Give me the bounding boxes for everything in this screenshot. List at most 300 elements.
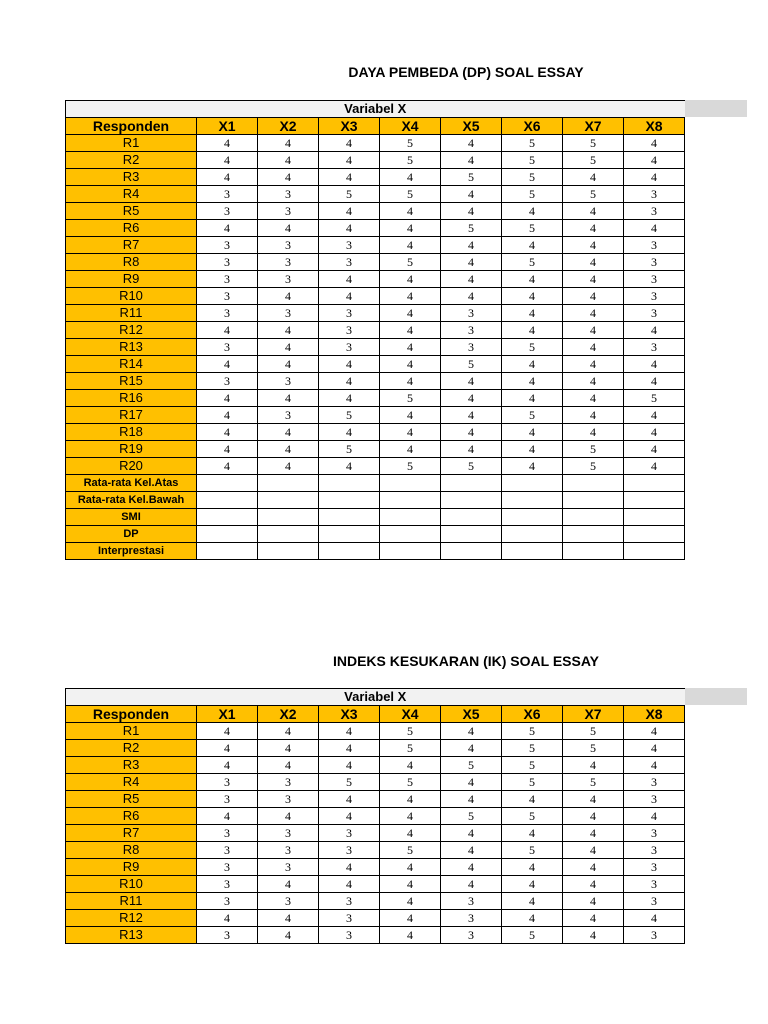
score-cell[interactable]: 4	[441, 407, 502, 424]
score-cell[interactable]: 3	[441, 322, 502, 339]
score-cell[interactable]: 3	[197, 927, 258, 944]
empty-cell[interactable]	[380, 509, 441, 526]
respondent-cell[interactable]: R8	[66, 842, 197, 859]
score-cell[interactable]: 4	[563, 373, 624, 390]
score-cell[interactable]: 5	[502, 135, 563, 152]
score-cell[interactable]: 4	[319, 271, 380, 288]
score-cell[interactable]: 4	[319, 373, 380, 390]
score-cell[interactable]: 3	[258, 254, 319, 271]
score-cell[interactable]: 4	[380, 407, 441, 424]
score-cell[interactable]: 4	[319, 740, 380, 757]
empty-cell[interactable]	[502, 475, 563, 492]
column-header-x2[interactable]: X2	[258, 706, 319, 723]
score-cell[interactable]: 3	[258, 407, 319, 424]
score-cell[interactable]: 5	[380, 740, 441, 757]
column-header-x4[interactable]: X4	[380, 118, 441, 135]
respondent-cell[interactable]: R10	[66, 876, 197, 893]
respondent-cell[interactable]: R4	[66, 774, 197, 791]
respondent-cell[interactable]: R18	[66, 424, 197, 441]
score-cell[interactable]: 4	[258, 169, 319, 186]
score-cell[interactable]: 4	[441, 859, 502, 876]
score-cell[interactable]: 5	[441, 169, 502, 186]
score-cell[interactable]: 5	[380, 186, 441, 203]
column-header-x3[interactable]: X3	[319, 706, 380, 723]
score-cell[interactable]: 5	[563, 774, 624, 791]
score-cell[interactable]: 5	[380, 135, 441, 152]
respondent-cell[interactable]: R6	[66, 808, 197, 825]
empty-cell[interactable]	[319, 526, 380, 543]
respondent-cell[interactable]: R8	[66, 254, 197, 271]
score-cell[interactable]: 3	[197, 237, 258, 254]
score-cell[interactable]: 3	[319, 927, 380, 944]
empty-cell[interactable]	[441, 492, 502, 509]
score-cell[interactable]: 5	[563, 186, 624, 203]
empty-cell[interactable]	[563, 526, 624, 543]
empty-cell[interactable]	[563, 543, 624, 560]
empty-cell[interactable]	[319, 492, 380, 509]
score-cell[interactable]: 4	[441, 203, 502, 220]
score-cell[interactable]: 3	[258, 791, 319, 808]
score-cell[interactable]: 4	[441, 373, 502, 390]
score-cell[interactable]: 3	[319, 322, 380, 339]
score-cell[interactable]: 4	[197, 390, 258, 407]
score-cell[interactable]: 4	[563, 927, 624, 944]
score-cell[interactable]: 4	[441, 424, 502, 441]
score-cell[interactable]: 4	[563, 825, 624, 842]
score-cell[interactable]: 3	[319, 305, 380, 322]
score-cell[interactable]: 4	[319, 169, 380, 186]
score-cell[interactable]: 3	[197, 186, 258, 203]
score-cell[interactable]: 4	[502, 305, 563, 322]
score-cell[interactable]: 3	[258, 186, 319, 203]
score-cell[interactable]: 5	[502, 407, 563, 424]
score-cell[interactable]: 5	[502, 927, 563, 944]
score-cell[interactable]: 4	[563, 859, 624, 876]
score-cell[interactable]: 4	[624, 135, 685, 152]
respondent-cell[interactable]: R12	[66, 910, 197, 927]
score-cell[interactable]: 3	[258, 271, 319, 288]
score-cell[interactable]: 3	[258, 237, 319, 254]
score-cell[interactable]: 3	[258, 825, 319, 842]
score-cell[interactable]: 4	[563, 356, 624, 373]
respondent-cell[interactable]: R4	[66, 186, 197, 203]
empty-cell[interactable]	[624, 492, 685, 509]
score-cell[interactable]: 4	[258, 876, 319, 893]
empty-cell[interactable]	[441, 526, 502, 543]
score-cell[interactable]: 4	[197, 424, 258, 441]
score-cell[interactable]: 4	[563, 842, 624, 859]
score-cell[interactable]: 4	[319, 135, 380, 152]
score-cell[interactable]: 4	[258, 152, 319, 169]
respondent-cell[interactable]: R14	[66, 356, 197, 373]
score-cell[interactable]: 4	[441, 390, 502, 407]
score-cell[interactable]: 4	[502, 791, 563, 808]
score-cell[interactable]: 3	[319, 842, 380, 859]
score-cell[interactable]: 3	[319, 254, 380, 271]
score-cell[interactable]: 4	[563, 322, 624, 339]
score-cell[interactable]: 3	[197, 791, 258, 808]
score-cell[interactable]: 4	[624, 910, 685, 927]
score-cell[interactable]: 4	[258, 441, 319, 458]
respondent-cell[interactable]: R6	[66, 220, 197, 237]
score-cell[interactable]: 4	[319, 723, 380, 740]
score-cell[interactable]: 4	[502, 825, 563, 842]
score-cell[interactable]: 3	[319, 893, 380, 910]
score-cell[interactable]: 4	[380, 424, 441, 441]
score-cell[interactable]: 4	[502, 458, 563, 475]
empty-cell[interactable]	[258, 492, 319, 509]
respondent-cell[interactable]: R19	[66, 441, 197, 458]
summary-label-cell[interactable]: Rata-rata Kel.Bawah	[66, 492, 197, 509]
score-cell[interactable]: 4	[563, 876, 624, 893]
score-cell[interactable]: 4	[319, 288, 380, 305]
score-cell[interactable]: 4	[258, 424, 319, 441]
score-cell[interactable]: 3	[624, 203, 685, 220]
score-cell[interactable]: 4	[380, 271, 441, 288]
column-header-x4[interactable]: X4	[380, 706, 441, 723]
respondent-cell[interactable]: R20	[66, 458, 197, 475]
score-cell[interactable]: 4	[563, 390, 624, 407]
score-cell[interactable]: 5	[624, 390, 685, 407]
score-cell[interactable]: 5	[502, 723, 563, 740]
empty-cell[interactable]	[563, 475, 624, 492]
column-header-responden[interactable]: Responden	[66, 118, 197, 135]
respondent-cell[interactable]: R1	[66, 723, 197, 740]
empty-cell[interactable]	[502, 526, 563, 543]
score-cell[interactable]: 5	[380, 774, 441, 791]
score-cell[interactable]: 4	[197, 757, 258, 774]
score-cell[interactable]: 4	[258, 458, 319, 475]
score-cell[interactable]: 3	[197, 373, 258, 390]
score-cell[interactable]: 3	[624, 893, 685, 910]
respondent-cell[interactable]: R5	[66, 791, 197, 808]
score-cell[interactable]: 4	[502, 441, 563, 458]
score-cell[interactable]: 5	[502, 186, 563, 203]
score-cell[interactable]: 3	[197, 339, 258, 356]
score-cell[interactable]: 3	[319, 825, 380, 842]
score-cell[interactable]: 4	[319, 356, 380, 373]
score-cell[interactable]: 4	[502, 910, 563, 927]
score-cell[interactable]: 4	[380, 305, 441, 322]
score-cell[interactable]: 4	[563, 305, 624, 322]
score-cell[interactable]: 3	[624, 876, 685, 893]
score-cell[interactable]: 4	[624, 441, 685, 458]
score-cell[interactable]: 4	[441, 254, 502, 271]
score-cell[interactable]: 3	[624, 288, 685, 305]
score-cell[interactable]: 4	[624, 808, 685, 825]
score-cell[interactable]: 5	[380, 390, 441, 407]
column-header-x8[interactable]: X8	[624, 706, 685, 723]
score-cell[interactable]: 4	[441, 740, 502, 757]
empty-cell[interactable]	[319, 543, 380, 560]
score-cell[interactable]: 4	[258, 339, 319, 356]
empty-cell[interactable]	[563, 509, 624, 526]
score-cell[interactable]: 4	[258, 356, 319, 373]
empty-cell[interactable]	[258, 475, 319, 492]
score-cell[interactable]: 5	[319, 186, 380, 203]
score-cell[interactable]: 4	[258, 910, 319, 927]
score-cell[interactable]: 3	[624, 791, 685, 808]
score-cell[interactable]: 3	[624, 774, 685, 791]
score-cell[interactable]: 3	[624, 927, 685, 944]
score-cell[interactable]: 4	[380, 203, 441, 220]
respondent-cell[interactable]: R17	[66, 407, 197, 424]
respondent-cell[interactable]: R15	[66, 373, 197, 390]
score-cell[interactable]: 4	[258, 757, 319, 774]
score-cell[interactable]: 5	[502, 808, 563, 825]
respondent-cell[interactable]: R9	[66, 271, 197, 288]
score-cell[interactable]: 4	[502, 390, 563, 407]
score-cell[interactable]: 4	[624, 322, 685, 339]
empty-cell[interactable]	[624, 475, 685, 492]
score-cell[interactable]: 3	[258, 893, 319, 910]
score-cell[interactable]: 3	[624, 842, 685, 859]
respondent-cell[interactable]: R10	[66, 288, 197, 305]
score-cell[interactable]: 3	[441, 339, 502, 356]
score-cell[interactable]: 3	[319, 910, 380, 927]
score-cell[interactable]: 4	[502, 876, 563, 893]
score-cell[interactable]: 4	[563, 424, 624, 441]
score-cell[interactable]: 4	[441, 271, 502, 288]
empty-cell[interactable]	[563, 492, 624, 509]
score-cell[interactable]: 5	[563, 740, 624, 757]
score-cell[interactable]: 4	[624, 458, 685, 475]
score-cell[interactable]: 4	[319, 791, 380, 808]
score-cell[interactable]: 4	[319, 424, 380, 441]
empty-cell[interactable]	[624, 509, 685, 526]
score-cell[interactable]: 4	[197, 322, 258, 339]
score-cell[interactable]: 4	[380, 169, 441, 186]
score-cell[interactable]: 4	[380, 791, 441, 808]
respondent-cell[interactable]: R11	[66, 305, 197, 322]
score-cell[interactable]: 3	[197, 842, 258, 859]
score-cell[interactable]: 4	[197, 356, 258, 373]
score-cell[interactable]: 3	[197, 859, 258, 876]
score-cell[interactable]: 3	[624, 859, 685, 876]
score-cell[interactable]: 4	[502, 373, 563, 390]
score-cell[interactable]: 4	[441, 774, 502, 791]
empty-cell[interactable]	[319, 509, 380, 526]
score-cell[interactable]: 4	[380, 808, 441, 825]
score-cell[interactable]: 5	[441, 808, 502, 825]
score-cell[interactable]: 4	[441, 186, 502, 203]
score-cell[interactable]: 5	[380, 152, 441, 169]
score-cell[interactable]: 5	[502, 220, 563, 237]
empty-cell[interactable]	[502, 492, 563, 509]
score-cell[interactable]: 4	[563, 407, 624, 424]
score-cell[interactable]: 4	[624, 723, 685, 740]
column-header-x1[interactable]: X1	[197, 706, 258, 723]
score-cell[interactable]: 4	[380, 373, 441, 390]
score-cell[interactable]: 3	[197, 305, 258, 322]
empty-cell[interactable]	[441, 543, 502, 560]
score-cell[interactable]: 4	[197, 220, 258, 237]
score-cell[interactable]: 4	[319, 152, 380, 169]
score-cell[interactable]: 4	[441, 723, 502, 740]
empty-cell[interactable]	[441, 509, 502, 526]
score-cell[interactable]: 4	[624, 152, 685, 169]
respondent-cell[interactable]: R2	[66, 740, 197, 757]
score-cell[interactable]: 5	[380, 254, 441, 271]
respondent-cell[interactable]: R3	[66, 169, 197, 186]
score-cell[interactable]: 3	[441, 927, 502, 944]
score-cell[interactable]: 5	[380, 723, 441, 740]
score-cell[interactable]: 4	[380, 356, 441, 373]
score-cell[interactable]: 4	[258, 390, 319, 407]
group-header-cell[interactable]: Variabel X	[66, 689, 685, 706]
respondent-cell[interactable]: R13	[66, 927, 197, 944]
score-cell[interactable]: 3	[624, 305, 685, 322]
score-cell[interactable]: 5	[441, 356, 502, 373]
score-cell[interactable]: 4	[563, 169, 624, 186]
score-cell[interactable]: 3	[197, 876, 258, 893]
score-cell[interactable]: 5	[502, 757, 563, 774]
score-cell[interactable]: 4	[563, 271, 624, 288]
score-cell[interactable]: 5	[502, 740, 563, 757]
score-cell[interactable]: 4	[380, 288, 441, 305]
score-cell[interactable]: 4	[563, 910, 624, 927]
column-header-x2[interactable]: X2	[258, 118, 319, 135]
score-cell[interactable]: 4	[563, 203, 624, 220]
score-cell[interactable]: 4	[258, 927, 319, 944]
score-cell[interactable]: 5	[380, 842, 441, 859]
score-cell[interactable]: 4	[380, 893, 441, 910]
score-cell[interactable]: 4	[380, 237, 441, 254]
column-header-x7[interactable]: X7	[563, 118, 624, 135]
score-cell[interactable]: 4	[441, 791, 502, 808]
respondent-cell[interactable]: R11	[66, 893, 197, 910]
score-cell[interactable]: 4	[441, 842, 502, 859]
score-cell[interactable]: 3	[441, 910, 502, 927]
score-cell[interactable]: 4	[258, 135, 319, 152]
score-cell[interactable]: 4	[258, 740, 319, 757]
score-cell[interactable]: 4	[380, 220, 441, 237]
column-header-x1[interactable]: X1	[197, 118, 258, 135]
score-cell[interactable]: 5	[502, 169, 563, 186]
score-cell[interactable]: 5	[563, 135, 624, 152]
score-cell[interactable]: 4	[563, 237, 624, 254]
score-cell[interactable]: 5	[563, 152, 624, 169]
score-cell[interactable]: 4	[380, 876, 441, 893]
score-cell[interactable]: 4	[502, 424, 563, 441]
score-cell[interactable]: 4	[624, 407, 685, 424]
score-cell[interactable]: 5	[319, 441, 380, 458]
score-cell[interactable]: 4	[380, 441, 441, 458]
score-cell[interactable]: 4	[380, 339, 441, 356]
empty-cell[interactable]	[502, 509, 563, 526]
score-cell[interactable]: 5	[441, 757, 502, 774]
score-cell[interactable]: 5	[502, 842, 563, 859]
score-cell[interactable]: 4	[563, 808, 624, 825]
score-cell[interactable]: 5	[502, 774, 563, 791]
empty-cell[interactable]	[624, 526, 685, 543]
score-cell[interactable]: 4	[197, 441, 258, 458]
score-cell[interactable]: 4	[624, 356, 685, 373]
respondent-cell[interactable]: R16	[66, 390, 197, 407]
score-cell[interactable]: 4	[258, 723, 319, 740]
score-cell[interactable]: 4	[563, 288, 624, 305]
score-cell[interactable]: 5	[563, 458, 624, 475]
respondent-cell[interactable]: R7	[66, 237, 197, 254]
score-cell[interactable]: 3	[624, 254, 685, 271]
score-cell[interactable]: 4	[502, 237, 563, 254]
score-cell[interactable]: 4	[197, 407, 258, 424]
score-cell[interactable]: 4	[319, 859, 380, 876]
score-cell[interactable]: 4	[380, 825, 441, 842]
score-cell[interactable]: 4	[380, 322, 441, 339]
score-cell[interactable]: 4	[563, 757, 624, 774]
score-cell[interactable]: 4	[624, 169, 685, 186]
score-cell[interactable]: 4	[502, 322, 563, 339]
score-cell[interactable]: 4	[197, 458, 258, 475]
score-cell[interactable]: 5	[502, 254, 563, 271]
score-cell[interactable]: 3	[258, 859, 319, 876]
score-cell[interactable]: 4	[258, 288, 319, 305]
summary-label-cell[interactable]: DP	[66, 526, 197, 543]
score-cell[interactable]: 4	[441, 288, 502, 305]
column-header-x7[interactable]: X7	[563, 706, 624, 723]
column-header-x3[interactable]: X3	[319, 118, 380, 135]
score-cell[interactable]: 4	[563, 791, 624, 808]
score-cell[interactable]: 3	[624, 237, 685, 254]
column-header-x5[interactable]: X5	[441, 706, 502, 723]
score-cell[interactable]: 3	[258, 305, 319, 322]
score-cell[interactable]: 4	[197, 910, 258, 927]
summary-label-cell[interactable]: Rata-rata Kel.Atas	[66, 475, 197, 492]
respondent-cell[interactable]: R3	[66, 757, 197, 774]
score-cell[interactable]: 3	[258, 203, 319, 220]
score-cell[interactable]: 4	[624, 220, 685, 237]
score-cell[interactable]: 3	[197, 254, 258, 271]
score-cell[interactable]: 4	[563, 893, 624, 910]
score-cell[interactable]: 3	[624, 825, 685, 842]
score-cell[interactable]: 4	[624, 740, 685, 757]
score-cell[interactable]: 5	[380, 458, 441, 475]
score-cell[interactable]: 5	[502, 152, 563, 169]
empty-cell[interactable]	[319, 475, 380, 492]
respondent-cell[interactable]: R13	[66, 339, 197, 356]
score-cell[interactable]: 4	[258, 220, 319, 237]
score-cell[interactable]: 4	[502, 203, 563, 220]
empty-cell[interactable]	[197, 543, 258, 560]
empty-cell[interactable]	[197, 475, 258, 492]
score-cell[interactable]: 3	[197, 203, 258, 220]
empty-cell[interactable]	[197, 492, 258, 509]
column-header-x6[interactable]: X6	[502, 706, 563, 723]
score-cell[interactable]: 5	[319, 774, 380, 791]
score-cell[interactable]: 4	[319, 458, 380, 475]
empty-cell[interactable]	[624, 543, 685, 560]
score-cell[interactable]: 4	[441, 876, 502, 893]
score-cell[interactable]: 3	[441, 893, 502, 910]
empty-cell[interactable]	[258, 526, 319, 543]
column-header-responden[interactable]: Responden	[66, 706, 197, 723]
score-cell[interactable]: 4	[563, 339, 624, 356]
empty-cell[interactable]	[502, 543, 563, 560]
score-cell[interactable]: 4	[441, 135, 502, 152]
score-cell[interactable]: 4	[441, 237, 502, 254]
score-cell[interactable]: 3	[319, 339, 380, 356]
score-cell[interactable]: 4	[197, 152, 258, 169]
score-cell[interactable]: 5	[441, 220, 502, 237]
score-cell[interactable]: 4	[502, 893, 563, 910]
score-cell[interactable]: 4	[380, 927, 441, 944]
score-cell[interactable]: 4	[441, 441, 502, 458]
respondent-cell[interactable]: R1	[66, 135, 197, 152]
score-cell[interactable]: 3	[258, 842, 319, 859]
respondent-cell[interactable]: R5	[66, 203, 197, 220]
score-cell[interactable]: 3	[197, 893, 258, 910]
